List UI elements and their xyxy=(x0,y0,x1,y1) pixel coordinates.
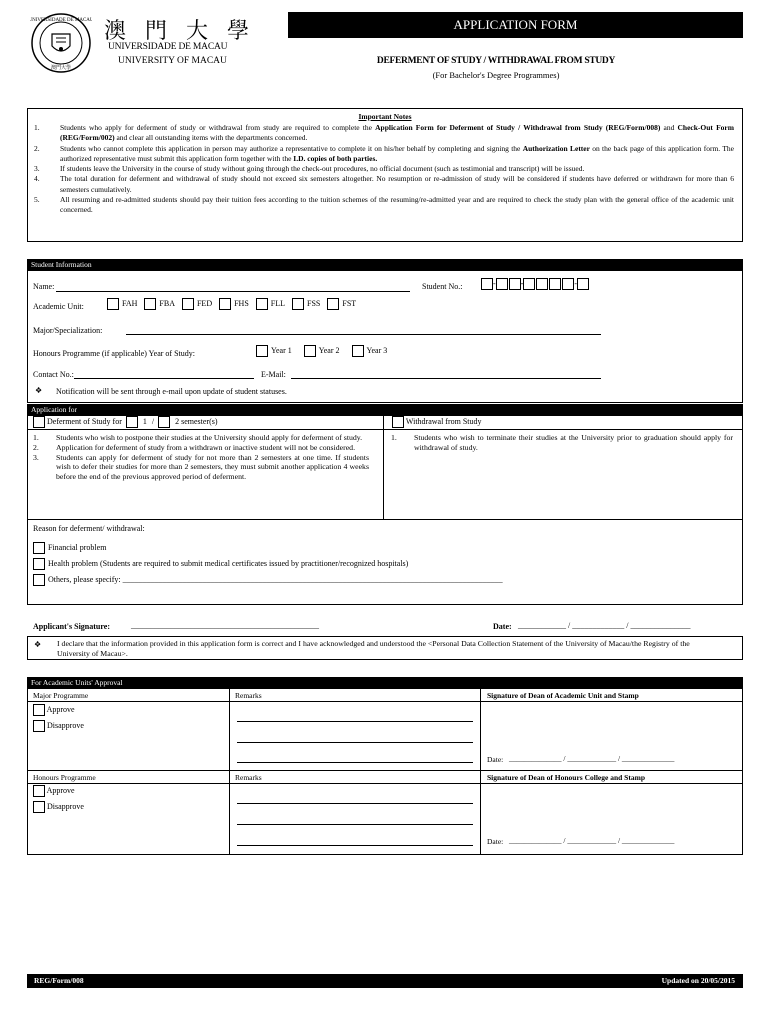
year-checkbox[interactable] xyxy=(304,345,316,357)
note-text-segment: and xyxy=(660,123,678,132)
honours-remarks-line[interactable] xyxy=(237,824,473,825)
email-field[interactable] xyxy=(291,378,601,379)
contact-field[interactable] xyxy=(74,378,254,379)
application-note-text: Students who wish to terminate their studies at the University prior to graduation should apply for withdrawal of study. xyxy=(414,433,733,452)
major-remarks-label: Remarks xyxy=(235,691,262,700)
academic-unit-label: FAH xyxy=(122,298,138,308)
semester-slash: / xyxy=(151,416,155,426)
reason-checkbox[interactable] xyxy=(33,574,45,586)
student-info-title: Student Information xyxy=(31,260,92,269)
form-title: APPLICATION FORM xyxy=(453,17,578,32)
form-title-banner xyxy=(288,12,743,38)
major-disapprove-label: Disapprove xyxy=(47,720,84,730)
major-approve-label: Approve xyxy=(46,704,75,714)
declaration-box xyxy=(27,636,743,660)
signature-field[interactable]: _______________________________________________ xyxy=(131,621,319,630)
academic-unit-option-fba xyxy=(144,298,175,310)
approval-header xyxy=(27,677,743,689)
application-note-item xyxy=(33,453,369,482)
major-field[interactable] xyxy=(126,334,601,335)
year-label: Year 1 xyxy=(271,345,292,355)
important-note-number: 4. xyxy=(34,174,40,184)
application-note-item xyxy=(33,443,369,453)
form-code: REG/Form/008 xyxy=(34,976,84,985)
student-info-header xyxy=(27,259,743,271)
academic-unit-label: FSS xyxy=(307,298,321,308)
year-option xyxy=(304,345,340,357)
academic-unit-checkbox[interactable] xyxy=(144,298,156,310)
reason-option xyxy=(33,541,503,557)
major-label: Major/Specialization: xyxy=(33,326,103,335)
application-note-text: Students who wish to postpone their studies at the University should apply for deferment of study. xyxy=(56,433,363,442)
major-remarks-line[interactable] xyxy=(237,742,473,743)
deferment-checkbox[interactable] xyxy=(33,416,45,428)
important-notes-title: Important Notes xyxy=(358,112,412,121)
application-note-text: Students can apply for deferment of study for not more than 2 semesters at one time. If students wish to defer their studies for more than 2 semesters, they must submit another application 4 weeks before the end of the previous approved period of deferment. xyxy=(56,452,369,482)
email-label: E-Mail: xyxy=(261,370,286,379)
major-programme-label: Major Programme xyxy=(33,691,89,700)
academic-unit-label: FHS xyxy=(234,298,249,308)
svg-text:UNIVERSIDADE DE MACAU: UNIVERSIDADE DE MACAU xyxy=(30,18,92,23)
svg-text:澳門大學: 澳門大學 xyxy=(50,66,72,71)
honours-date-label: Date: xyxy=(487,837,504,846)
approval-col-divider-2 xyxy=(480,689,481,855)
important-note-item xyxy=(34,195,734,216)
note-text-segment: If students leave the University in the course of study without going through the check-out procedures, no official document (such as testimonial and transcript) will be issued. xyxy=(60,164,585,174)
year-checkbox[interactable] xyxy=(352,345,364,357)
approval-header-line-1 xyxy=(27,701,743,702)
student-no-digit[interactable] xyxy=(509,278,521,290)
student-no-digit[interactable] xyxy=(577,278,589,290)
academic-unit-option-fss xyxy=(292,298,320,310)
important-note-item xyxy=(34,174,734,195)
academic-unit-checkbox[interactable] xyxy=(107,298,119,310)
major-date-label: Date: xyxy=(487,755,504,764)
note-bold-segment: I.D. copies of both parties. xyxy=(293,153,378,163)
name-english: UNIVERSITY OF MACAU xyxy=(118,56,227,66)
year-option xyxy=(256,345,292,357)
academic-unit-label: FBA xyxy=(159,298,175,308)
academic-unit-option-fll xyxy=(256,298,285,310)
honours-approve-label: Approve xyxy=(46,785,75,795)
reason-checkbox[interactable] xyxy=(33,542,45,554)
dean-academic-label: Signature of Dean of Academic Unit and Stamp xyxy=(487,691,639,700)
academic-unit-checkbox[interactable] xyxy=(292,298,304,310)
reason-label: Others, please specify: _______________________________________________________________________________________________ xyxy=(48,575,503,584)
academic-unit-label: FST xyxy=(342,298,357,308)
application-note-item xyxy=(33,433,369,443)
year-checkbox[interactable] xyxy=(256,345,268,357)
name-portuguese: UNIVERSIDADE DE MACAU xyxy=(108,42,228,52)
academic-unit-checkbox[interactable] xyxy=(327,298,339,310)
academic-unit-option-fah xyxy=(107,298,137,310)
student-no-field[interactable]: - - - xyxy=(481,278,589,292)
contact-label: Contact No.: xyxy=(33,370,74,379)
major-disapprove-option xyxy=(33,720,84,732)
application-note-number: 1. xyxy=(33,433,39,442)
academic-unit-label: FLL xyxy=(270,298,286,308)
note-text-segment: on the back page of this application form. The authorized representative must submit this application form together with the xyxy=(60,143,734,163)
updated-date: Updated on 20/05/2015 xyxy=(661,976,735,985)
important-note-text xyxy=(60,195,734,214)
notification-text: Notification will be sent through e-mail upon update of student statuses. xyxy=(56,387,287,396)
honours-remarks-line[interactable] xyxy=(237,803,473,804)
year-label: Year 2 xyxy=(318,345,340,355)
student-no-digit[interactable] xyxy=(496,278,508,290)
note-text-segment: Students who apply for deferment of study or withdrawal from study are required to complete the xyxy=(60,123,376,132)
honours-disapprove-option xyxy=(33,801,84,813)
academic-unit-label: FED xyxy=(196,298,213,308)
approval-col-divider-1 xyxy=(229,689,230,855)
signature-label: Applicant's Signature: xyxy=(33,622,110,631)
two-semesters-checkbox[interactable] xyxy=(158,416,170,428)
name-label: Name: xyxy=(33,282,55,291)
academic-unit-checkbox[interactable] xyxy=(219,298,231,310)
withdrawal-notes xyxy=(391,433,733,453)
important-notes-list xyxy=(34,123,734,216)
student-no-digit[interactable] xyxy=(481,278,493,290)
name-field[interactable] xyxy=(56,291,410,292)
major-approve-checkbox[interactable] xyxy=(33,704,45,716)
honours-approve-option xyxy=(33,785,75,797)
deferment-option xyxy=(33,416,218,428)
declaration-text: I declare that the information provided in this application form is correct and I have acknowledged and understood the <Personal Data Collection Statement of the University of Macau/the Registry of the University of Macau>. xyxy=(57,639,690,658)
reason-option xyxy=(33,557,503,573)
academic-unit-option-fhs xyxy=(219,298,249,310)
note-bold-segment: Check-Out Form (REG/Form/002) xyxy=(60,123,734,143)
student-no-digit[interactable] xyxy=(523,278,535,290)
student-no-digit[interactable] xyxy=(562,278,574,290)
important-note-number: 1. xyxy=(34,123,40,132)
declaration-bullet: ❖ xyxy=(34,640,42,649)
application-divider-bottom xyxy=(27,519,743,520)
approval-table xyxy=(27,689,743,855)
important-note-item xyxy=(34,164,734,174)
important-note-text xyxy=(60,164,584,173)
chinese-name: 澳 門 大 學 xyxy=(104,19,255,44)
note-bold-segment: Application Form for Deferment of Study / Withdrawal from Study (REG/Form/008) xyxy=(375,123,661,132)
note-text-segment: All resuming and re-admitted students should pay their tuition fees according to the tuition schemes of the resuming/re-admitted year and are required to check the study plan with the general office of the academic unit concerned. xyxy=(60,195,734,215)
signature-date-label: Date: xyxy=(493,622,512,631)
major-remarks-line[interactable] xyxy=(237,762,473,763)
university-logo xyxy=(30,12,92,74)
important-notes-box xyxy=(27,108,743,242)
academic-unit-checkbox[interactable] xyxy=(182,298,194,310)
important-note-item xyxy=(34,123,734,144)
footer-bar xyxy=(27,974,743,988)
note-bold-segment: Authorization Letter xyxy=(522,143,590,153)
application-divider-row xyxy=(27,429,743,430)
reason-label: Financial problem xyxy=(48,543,107,552)
important-note-item xyxy=(34,144,734,165)
reason-checkbox[interactable] xyxy=(33,558,45,570)
note-text-segment: and clear all outstanding items with the departments concerned. xyxy=(114,133,308,143)
student-no-label: Student No.: xyxy=(422,282,463,291)
application-note-number: 1. xyxy=(391,433,397,442)
application-note-number: 2. xyxy=(33,442,39,452)
deferment-notes xyxy=(33,433,369,482)
academic-unit-option-fst xyxy=(327,298,356,310)
application-note-number: 3. xyxy=(33,452,39,462)
approval-title: For Academic Units' Approval xyxy=(31,678,123,687)
important-note-number: 2. xyxy=(34,143,40,153)
reason-options xyxy=(33,541,503,589)
signature-date-field[interactable]: ____________ / _____________ / _______________ xyxy=(518,621,691,630)
approval-row-divider xyxy=(27,770,743,771)
major-remarks-line[interactable] xyxy=(237,721,473,722)
programme-note: (For Bachelor's Degree Programmes) xyxy=(432,70,560,80)
year-option xyxy=(352,345,388,357)
honours-disapprove-checkbox[interactable] xyxy=(33,801,45,813)
academic-unit-label: Academic Unit: xyxy=(33,302,84,311)
student-no-digit[interactable] xyxy=(549,278,561,290)
one-semester-label: 1 xyxy=(142,416,147,426)
application-title: Application for xyxy=(31,405,78,414)
two-semesters-label: 2 semester(s) xyxy=(175,416,218,426)
approval-header-line-2 xyxy=(27,783,743,784)
reason-label: Reason for deferment/ withdrawal: xyxy=(33,524,145,533)
honours-remarks-label: Remarks xyxy=(235,773,262,782)
deferment-label: Deferment of Study for xyxy=(47,416,122,426)
major-date-field[interactable]: ______________ / _____________ / ______________ xyxy=(509,754,675,763)
honours-date-field[interactable]: ______________ / _____________ / ______________ xyxy=(509,836,675,845)
important-note-text xyxy=(60,174,734,193)
honours-programme-label: Honours Programme xyxy=(33,773,96,782)
note-text-segment: Students who cannot complete this application in person may authorize a representative to complete it on his/her behalf by completing and signing the xyxy=(60,143,523,153)
withdrawal-option xyxy=(392,416,482,428)
major-disapprove-checkbox[interactable] xyxy=(33,720,45,732)
important-note-number: 3. xyxy=(34,164,40,174)
reason-option xyxy=(33,573,503,589)
honours-disapprove-label: Disapprove xyxy=(47,801,84,811)
year-of-study-options xyxy=(256,345,399,357)
important-note-text xyxy=(60,123,734,142)
major-approve-option xyxy=(33,704,75,716)
year-label: Year 3 xyxy=(366,345,388,355)
form-subtitle: DEFERMENT OF STUDY / WITHDRAWAL FROM STUDY xyxy=(376,56,616,66)
honours-label: Honours Programme (if applicable) Year of Study: xyxy=(33,349,195,358)
important-note-number: 5. xyxy=(34,195,40,205)
dean-honours-label: Signature of Dean of Honours College and Stamp xyxy=(487,773,645,782)
one-semester-checkbox[interactable] xyxy=(126,416,138,428)
academic-unit-option-fed xyxy=(182,298,212,310)
application-divider-vertical xyxy=(383,415,384,519)
application-note-text: Application for deferment of study from a withdrawn or inactive student will not be considered. xyxy=(56,442,356,452)
withdrawal-label: Withdrawal from Study xyxy=(405,416,482,426)
academic-unit-options xyxy=(107,298,363,310)
important-note-text xyxy=(60,144,734,163)
withdrawal-checkbox[interactable] xyxy=(392,416,404,428)
reason-label: Health problem (Students are required to submit medical certificates issued by practitioner/recognized hospitals) xyxy=(48,559,409,568)
academic-unit-checkbox[interactable] xyxy=(256,298,268,310)
student-no-digit[interactable] xyxy=(536,278,548,290)
application-note-item xyxy=(391,433,733,453)
notification-bullet: ❖ xyxy=(35,386,43,395)
honours-remarks-line[interactable] xyxy=(237,845,473,846)
note-text-segment: The total duration for deferment and withdrawal of study should not exceed six semesters altogether. No resumption or re-admission of study will be considered if students have deferred or withdrawn for more than 6 semesters cumulatively. xyxy=(60,174,734,194)
honours-approve-checkbox[interactable] xyxy=(33,785,45,797)
